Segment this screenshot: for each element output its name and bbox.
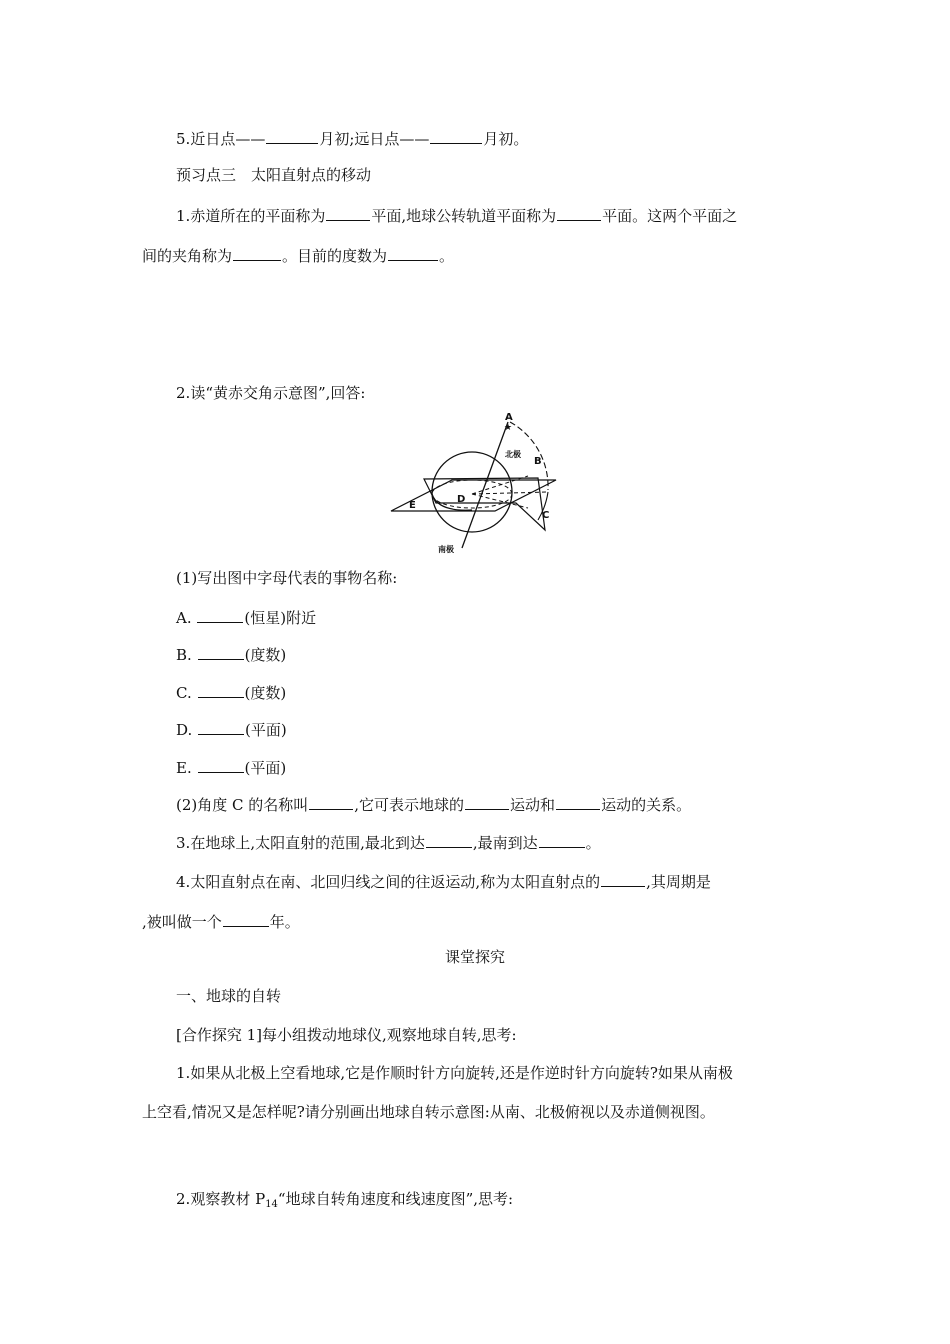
answer-item-d: D. (平面) — [176, 718, 287, 740]
subquestion-1-title: (1)写出图中字母代表的事物名称: — [176, 569, 398, 587]
question-3: 3.在地球上,太阳直射的范围,最北到达 ,最南到达 。 — [176, 831, 601, 853]
answer-item-c: C. (度数) — [176, 681, 286, 703]
classroom-title: 课堂探究 — [444, 948, 505, 966]
figure-label-south-pole: 南极 — [438, 545, 454, 554]
svg-text:★: ★ — [504, 423, 513, 433]
ecliptic-obliquity-figure — [388, 408, 563, 558]
question-2: 2.读“黄赤交角示意图”,回答: — [176, 384, 366, 402]
question-1-line-1: 1.赤道所在的平面称为 平面,地球公转轨道平面称为 平面。这两个平面之 — [176, 204, 737, 226]
answer-item-b: B. (度数) — [176, 643, 286, 665]
figure-label-e: E — [409, 500, 416, 511]
answer-item-e: E. (平面) — [176, 756, 286, 778]
question-1-line-2: 间的夹角称为 。目前的度数为 。 — [142, 244, 454, 266]
question-4-line-2: ,被叫做一个 年。 — [142, 910, 300, 932]
figure-label-d: D — [457, 494, 466, 505]
cooperative-inquiry-1: [合作探究 1]每小组拨动地球仪,观察地球自转,思考: — [176, 1026, 517, 1044]
answer-item-a: A. (恒星)附近 — [176, 606, 316, 628]
question-5: 5.近日点—— 月初;远日点—— 月初。 — [176, 127, 528, 149]
part-1-title: 一、地球的自转 — [176, 987, 282, 1005]
figure-label-c: C — [542, 510, 550, 521]
inquiry-question-1-line-1: 1.如果从北极上空看地球,它是作顺时针方向旋转,还是作逆时针方向旋转?如果从南极 — [176, 1064, 733, 1082]
figure-label-north-pole: 北极 — [505, 450, 521, 459]
inquiry-question-2: 2.观察教材 $P_{14}“$地球自转角速度和线速度图”,思考: — [176, 1190, 514, 1210]
figure-label-b: B — [534, 456, 542, 467]
section-title-3: 预习点三 太阳直射点的移动 — [176, 166, 372, 184]
question-4-line-1: 4.太阳直射点在南、北回归线之间的往返运动,称为太阳直射点的 ,其周期是 — [176, 870, 711, 892]
figure-label-a: A — [505, 412, 513, 423]
inquiry-question-1-line-2: 上空看,情况又是怎样呢?请分别画出地球自转示意图:从南、北极俯视以及赤道侧视图。 — [142, 1103, 715, 1121]
subquestion-2: (2)角度 C 的名称叫 ,它可表示地球的 运动和 运动的关系。 — [176, 793, 691, 815]
